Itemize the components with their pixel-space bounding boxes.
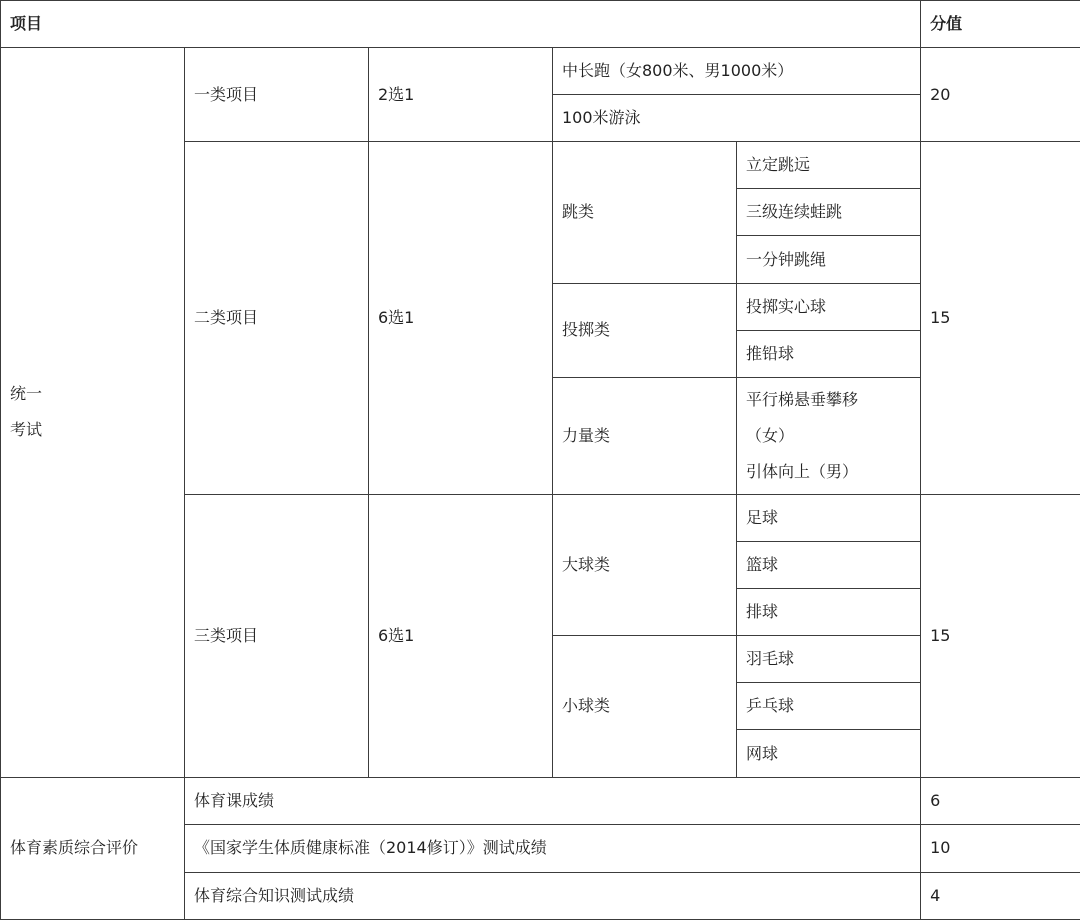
cat3-item: 乒乓球 [737, 683, 921, 730]
cat2-group-name: 投掷类 [553, 283, 737, 377]
cat2-item: 投掷实心球 [737, 283, 921, 330]
cat2-item: 平行梯悬垂攀移 （女） 引体向上（男） [737, 377, 921, 494]
cat1-item: 中长跑（女800米、男1000米） [553, 48, 921, 95]
cat2-name: 二类项目 [185, 142, 369, 495]
cat1-choose: 2选1 [369, 48, 553, 142]
cat3-item: 网球 [737, 730, 921, 777]
cat3-group-name: 大球类 [553, 494, 737, 635]
cat3-item: 足球 [737, 494, 921, 541]
cat2-item: 推铅球 [737, 330, 921, 377]
cat2-item: 立定跳远 [737, 142, 921, 189]
unified-exam-label: 统一 考试 [1, 48, 185, 777]
quality-score: 6 [921, 777, 1080, 824]
quality-score: 4 [921, 872, 1080, 919]
quality-item: 《国家学生体质健康标准（2014修订）》测试成绩 [185, 824, 921, 872]
quality-item: 体育课成绩 [185, 777, 921, 824]
cat2-choose: 6选1 [369, 142, 553, 495]
cat3-item: 篮球 [737, 542, 921, 589]
header-score: 分值 [921, 1, 1080, 48]
cat1-item: 100米游泳 [553, 95, 921, 142]
quality-score: 10 [921, 824, 1080, 872]
quality-label: 体育素质综合评价 [1, 777, 185, 919]
cat3-item: 羽毛球 [737, 636, 921, 683]
cat1-name: 一类项目 [185, 48, 369, 142]
quality-item: 体育综合知识测试成绩 [185, 872, 921, 919]
cat3-score: 15 [921, 494, 1080, 777]
cat2-item: 三级连续蛙跳 [737, 189, 921, 236]
cat2-score: 15 [921, 142, 1080, 495]
cat2-item: 一分钟跳绳 [737, 236, 921, 283]
header-row [1, 1, 1080, 48]
table-row [1, 48, 1080, 95]
cat2-group-name: 跳类 [553, 142, 737, 283]
cat3-choose: 6选1 [369, 494, 553, 777]
cat1-score: 20 [921, 48, 1080, 142]
table-row [1, 777, 1080, 824]
cat3-name: 三类项目 [185, 494, 369, 777]
cat2-group-name: 力量类 [553, 377, 737, 494]
cat3-item: 排球 [737, 589, 921, 636]
header-item: 项目 [1, 1, 921, 48]
cat3-group-name: 小球类 [553, 636, 737, 777]
